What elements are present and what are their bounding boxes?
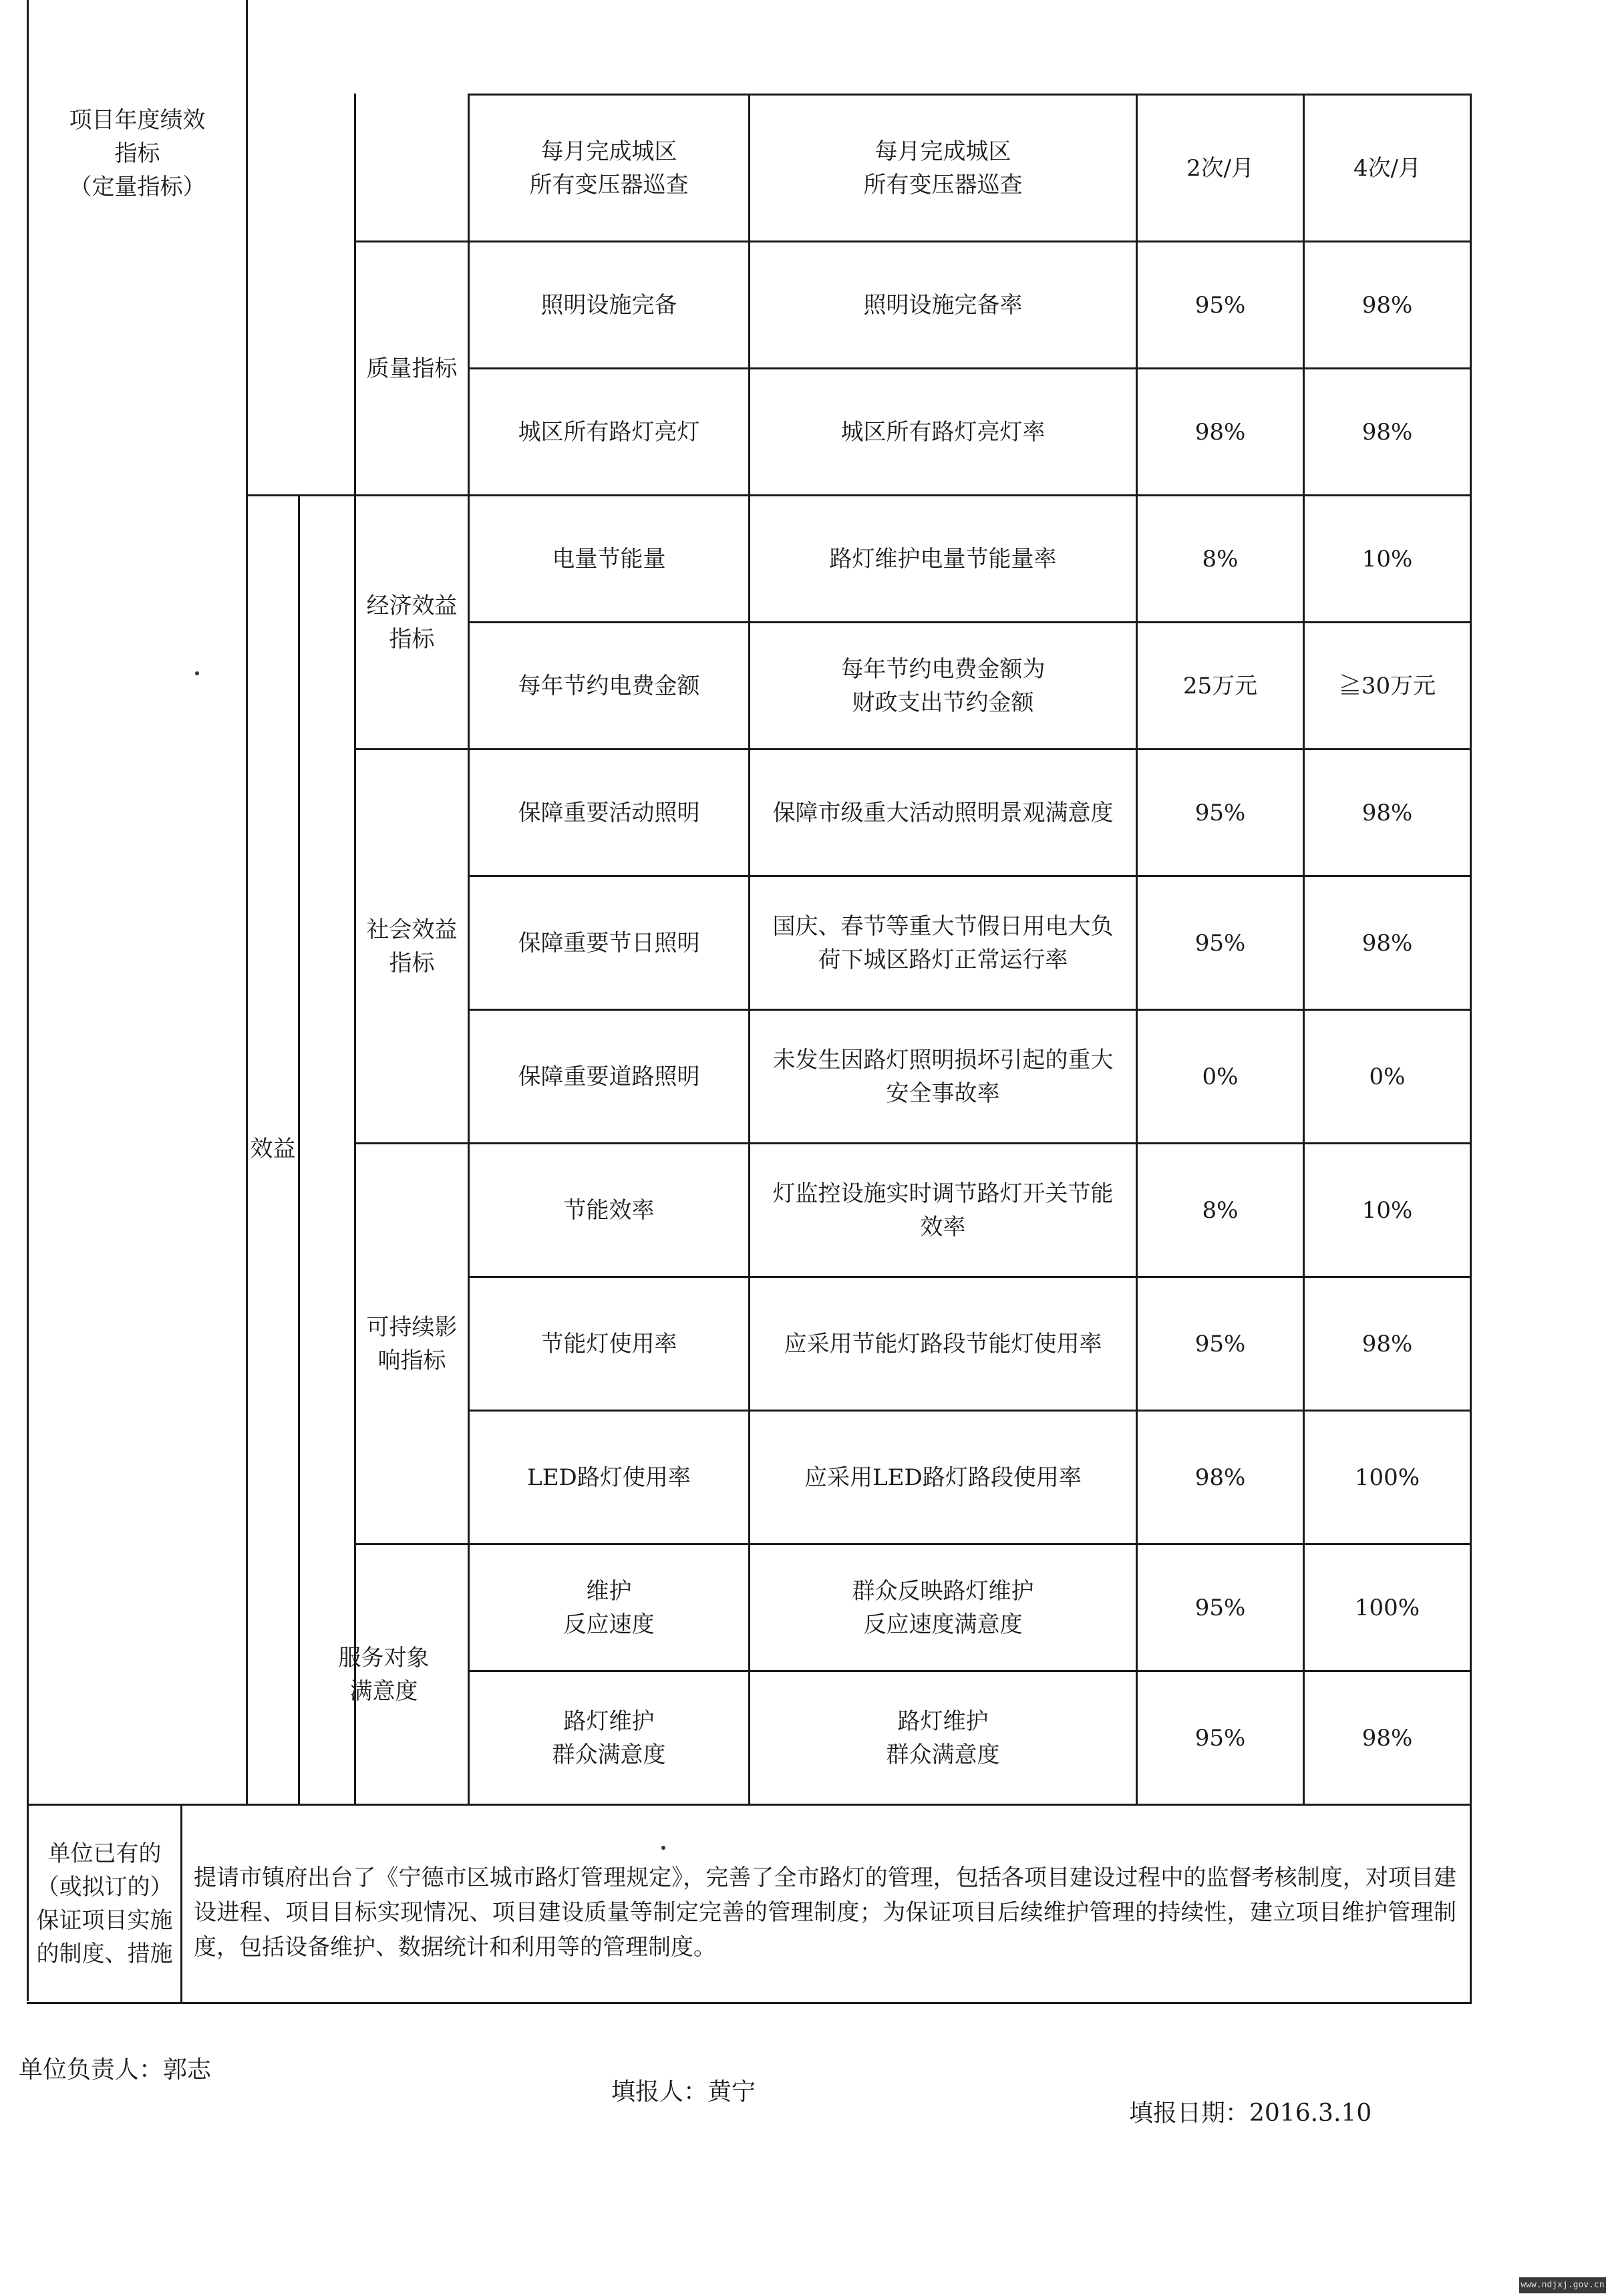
row-indicator: 照明设施完备 [540, 291, 677, 319]
row-indicator: 城区所有路灯亮灯 [518, 418, 700, 446]
row-detail: 国庆、春节等重大节假日用电大负 荷下城区路灯正常运行率 [772, 913, 1114, 973]
output-prior-value: 2次/月 [1186, 154, 1255, 182]
group-social-label: 社会效益 指标 [366, 916, 458, 977]
row-indicator: 保障重要节日照明 [518, 929, 700, 957]
measures-label: 单位已有的 （或拟订的） 保证项目实施 的制度、措施 [36, 1840, 173, 1967]
row-prior-value: 95% [1194, 799, 1246, 826]
row-indicator: 节能效率 [563, 1196, 655, 1224]
row-target-value: 10% [1361, 545, 1413, 572]
group-service-label: 服务对象 满意度 [338, 1644, 430, 1705]
filler-person: 填报人：黄宁 [611, 2078, 756, 2106]
row-detail: 群众反映路灯维护 反应速度满意度 [852, 1577, 1034, 1638]
output-indicator: 每月完成城区 所有变压器巡查 [529, 138, 689, 198]
table-border-left [27, 0, 29, 2001]
category-column-line [246, 0, 248, 1804]
row-indicator: 维护 反应速度 [563, 1577, 655, 1638]
row-indicator: 电量节能量 [552, 545, 666, 572]
row-detail: 应采用节能灯路段节能灯使用率 [784, 1330, 1102, 1357]
site-watermark: www.ndjxj.gov.cn [1519, 2277, 1606, 2293]
measures-divider [180, 1804, 182, 2004]
row-target-value: 98% [1361, 1330, 1413, 1357]
row-detail: 保障市级重大活动照明景观满意度 [772, 799, 1114, 826]
group-quality-label: 质量指标 [366, 355, 458, 382]
row-prior-value: 95% [1194, 1594, 1246, 1621]
category-label: 项目年度绩效 指标 （定量指标） [69, 107, 206, 200]
table-border-right [1470, 94, 1472, 2004]
row-detail: 灯监控设施实时调节路灯开关节能 效率 [772, 1180, 1114, 1241]
benefit-label: 效益 [250, 1136, 296, 1162]
row-prior-value: 8% [1202, 545, 1239, 572]
row-target-value: 100% [1354, 1464, 1420, 1491]
row-prior-value: 95% [1194, 1724, 1246, 1752]
row-target-value: 98% [1361, 418, 1413, 446]
row-detail: 路灯维护电量节能量率 [829, 545, 1057, 572]
row-indicator: 路灯维护 群众满意度 [552, 1707, 666, 1768]
row-prior-value: 98% [1194, 418, 1246, 446]
scan-speck [661, 1846, 665, 1850]
row-prior-value: 0% [1202, 1063, 1239, 1090]
row-prior-value: 95% [1194, 929, 1246, 957]
row-target-value: 98% [1361, 799, 1413, 826]
row-indicator: 保障重要道路照明 [518, 1063, 700, 1090]
row-target-value: 98% [1361, 929, 1413, 957]
row-detail: 未发生因路灯照明损坏引起的重大 安全事故率 [772, 1046, 1114, 1107]
fill-date: 填报日期：2016.3.10 [1129, 2100, 1372, 2127]
responsible-person: 单位负责人：郭志 [19, 2056, 212, 2084]
row-prior-value: 8% [1202, 1196, 1239, 1224]
row-detail: 路灯维护 群众满意度 [886, 1707, 1000, 1768]
row-detail: 每年节约电费金额为 财政支出节约金额 [840, 655, 1045, 716]
table-border-bottom [27, 2002, 1472, 2004]
row-indicator: 每年节约电费金额 [518, 672, 700, 699]
group-economic-label: 经济效益 指标 [366, 592, 458, 653]
row-indicator: 保障重要活动照明 [518, 799, 700, 826]
measures-text: 提请市镇府出台了《宁德市区城市路灯管理规定》，完善了全市路灯的管理，包括各项目建设过程中的监督考核制度，对项目建设进程、项目目标实现情况、项目建设质量等制定完善的管理制度；为保证项目后续维护管理的持续性，建立项目维护管理制度，包括设备维护、数据统计和利用等的管理制度。 [194, 1864, 1456, 1961]
row-target-value: 98% [1361, 291, 1413, 319]
row-prior-value: 98% [1194, 1464, 1246, 1491]
row-prior-value: 95% [1194, 1330, 1246, 1357]
row-prior-value: 25万元 [1182, 672, 1258, 699]
row-detail: 城区所有路灯亮灯率 [840, 418, 1045, 446]
row-indicator: LED路灯使用率 [527, 1464, 691, 1491]
row-line [27, 1804, 1472, 1806]
output-detail: 每月完成城区 所有变压器巡查 [863, 138, 1023, 198]
output-target-value: 4次/月 [1353, 154, 1422, 182]
row-target-value: ≧30万元 [1338, 672, 1436, 699]
row-detail: 应采用LED路灯路段使用率 [804, 1464, 1082, 1491]
row-detail: 照明设施完备率 [863, 291, 1023, 319]
row-target-value: 10% [1361, 1196, 1413, 1224]
row-indicator: 节能灯使用率 [540, 1330, 677, 1357]
row-target-value: 100% [1354, 1594, 1420, 1621]
group-sustainable-label: 可持续影 响指标 [366, 1313, 458, 1374]
row-target-value: 98% [1361, 1724, 1413, 1752]
row-prior-value: 95% [1194, 291, 1246, 319]
row-target-value: 0% [1369, 1063, 1406, 1090]
scan-speck [195, 671, 199, 675]
